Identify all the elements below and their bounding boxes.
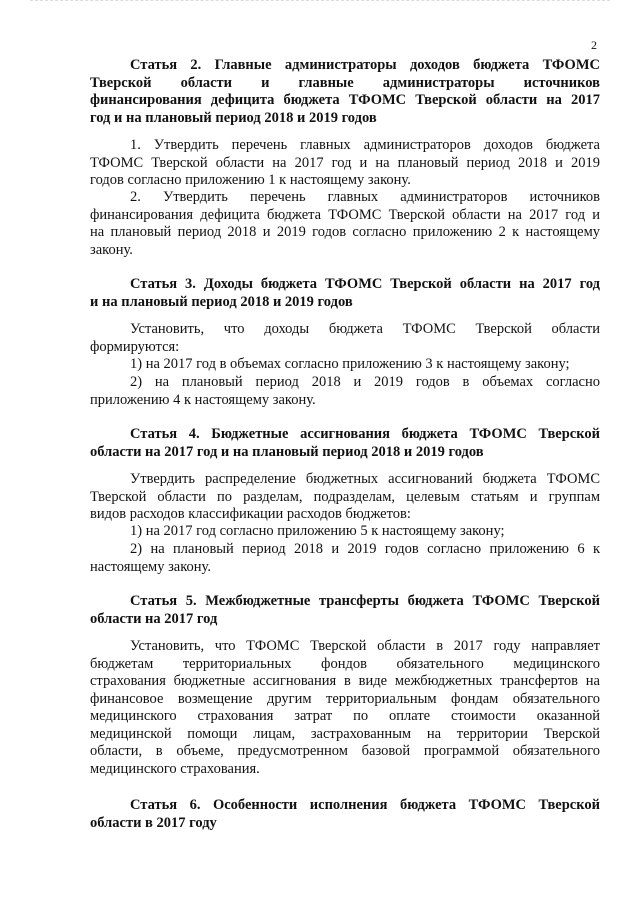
article-4-title-line: Статья 4. Бюджетные ассигнования бюджета ТФОМС Тверской <box>130 426 600 442</box>
article-3-p2-line: 1) на 2017 год в объемах согласно приложению 3 к настоящему закону; <box>130 356 570 372</box>
article-2-paragraph-1 <box>90 137 600 190</box>
article-2-p2-line: на плановый период 2018 и 2019 годов согласно приложению 2 к настоящему <box>90 224 600 240</box>
article-4-p1-line: Утвердить распределение бюджетных ассигнований бюджета ТФОМС <box>130 471 600 487</box>
article-6-title-line: Статья 6. Особенности исполнения бюджета ТФОМС Тверской <box>130 797 600 813</box>
article-3-paragraph-2 <box>90 356 600 374</box>
article-4-p3-line: 2) на плановый период 2018 и 2019 годов согласно приложению 6 к <box>130 541 600 557</box>
article-2-p2-line: закону. <box>90 241 133 258</box>
article-2-title-line: Тверской области и главные администраторы источников <box>90 74 600 91</box>
article-4-title-line: области на 2017 год и на плановый период 2018 и 2019 годов <box>90 443 484 460</box>
article-3-p1-line: формируются: <box>90 338 180 355</box>
article-4-p1-line: видов расходов классификации расходов бюджетов: <box>90 506 411 522</box>
article-3-p3-line: 2) на плановый период 2018 и 2019 годов в объемах согласно <box>130 374 600 390</box>
article-5-p1-line: Установить, что ТФОМС Тверской области в 2017 году направляет <box>130 638 600 654</box>
article-4-p2-line: 1) на 2017 год согласно приложению 5 к настоящему закону; <box>130 523 505 539</box>
article-5-paragraph-1 <box>90 638 600 778</box>
article-5-title <box>90 593 600 628</box>
article-2-title-line: Статья 2. Главные администраторы доходов бюджета ТФОМС <box>130 57 600 73</box>
article-6-title-line: области в 2017 году <box>90 814 217 831</box>
article-2-title-line: финансирования дефицита бюджета ТФОМС Тверской области на 2017 <box>90 92 600 108</box>
article-5-p1-line: медицинского страхования затрат по оплате стоимости оказанной <box>90 708 600 724</box>
article-3-title <box>90 276 600 311</box>
article-2-p2-line: финансирования дефицита бюджета ТФОМС Тверской области на 2017 год и <box>90 206 600 223</box>
article-3-p3-line: приложению 4 к настоящему закону. <box>90 391 316 408</box>
article-4-paragraph-3 <box>90 541 600 576</box>
article-3-p1-line: Установить, что доходы бюджета ТФОМС Тверской области <box>130 321 600 337</box>
article-5-p1-line: бюджетам территориальных фондов обязательного медицинского <box>90 655 600 672</box>
article-4-paragraph-1 <box>90 471 600 524</box>
article-3-title-line: Статья 3. Доходы бюджета ТФОМС Тверской области на 2017 год <box>130 276 600 292</box>
article-2-title <box>90 57 600 127</box>
article-5-p1-line: области, в объеме, предусмотренном базовой программой обязательного <box>90 743 600 759</box>
article-4-title <box>90 426 600 461</box>
article-5-title-line: Статья 5. Межбюджетные трансферты бюджета ТФОМС Тверской <box>130 593 600 609</box>
article-6-title <box>90 797 600 832</box>
article-3-paragraph-3 <box>90 374 600 409</box>
article-5-p1-line: медицинской помощи лицам, застрахованным на территории Тверской <box>90 725 600 742</box>
page-number: 2 <box>591 38 597 52</box>
article-5-p1-line: финансовое возмещение другим территориальным фондам обязательного <box>90 690 600 707</box>
article-5-title-line: области на 2017 год <box>90 610 218 627</box>
article-5-p1-line: медицинского страхования. <box>90 760 260 777</box>
article-3-title-line: и на плановый период 2018 и 2019 годов <box>90 293 353 310</box>
article-2-paragraph-2 <box>90 189 600 259</box>
article-3-paragraph-1 <box>90 321 600 356</box>
article-5-p1-line: страхования бюджетные ассигнования в виде межбюджетных трансфертов на <box>90 673 600 689</box>
article-2-p1-line: ТФОМС Тверской области на 2017 год и на плановый период 2018 и 2019 <box>90 154 600 171</box>
article-4-p1-line: Тверской области по разделам, подразделам, целевым статьям и группам <box>90 488 600 505</box>
article-2-p1-line: годов согласно приложению 1 к настоящему закону. <box>90 172 411 188</box>
scan-top-edge <box>30 0 610 1</box>
article-4-paragraph-2 <box>90 523 600 541</box>
article-2-p2-line: 2. Утвердить перечень главных администраторов источников <box>130 189 600 205</box>
article-2-p1-line: 1. Утвердить перечень главных администраторов доходов бюджета <box>130 137 600 153</box>
article-2-title-line: год и на плановый период 2018 и 2019 годов <box>90 109 377 126</box>
article-4-p3-line: настоящему закону. <box>90 558 211 575</box>
